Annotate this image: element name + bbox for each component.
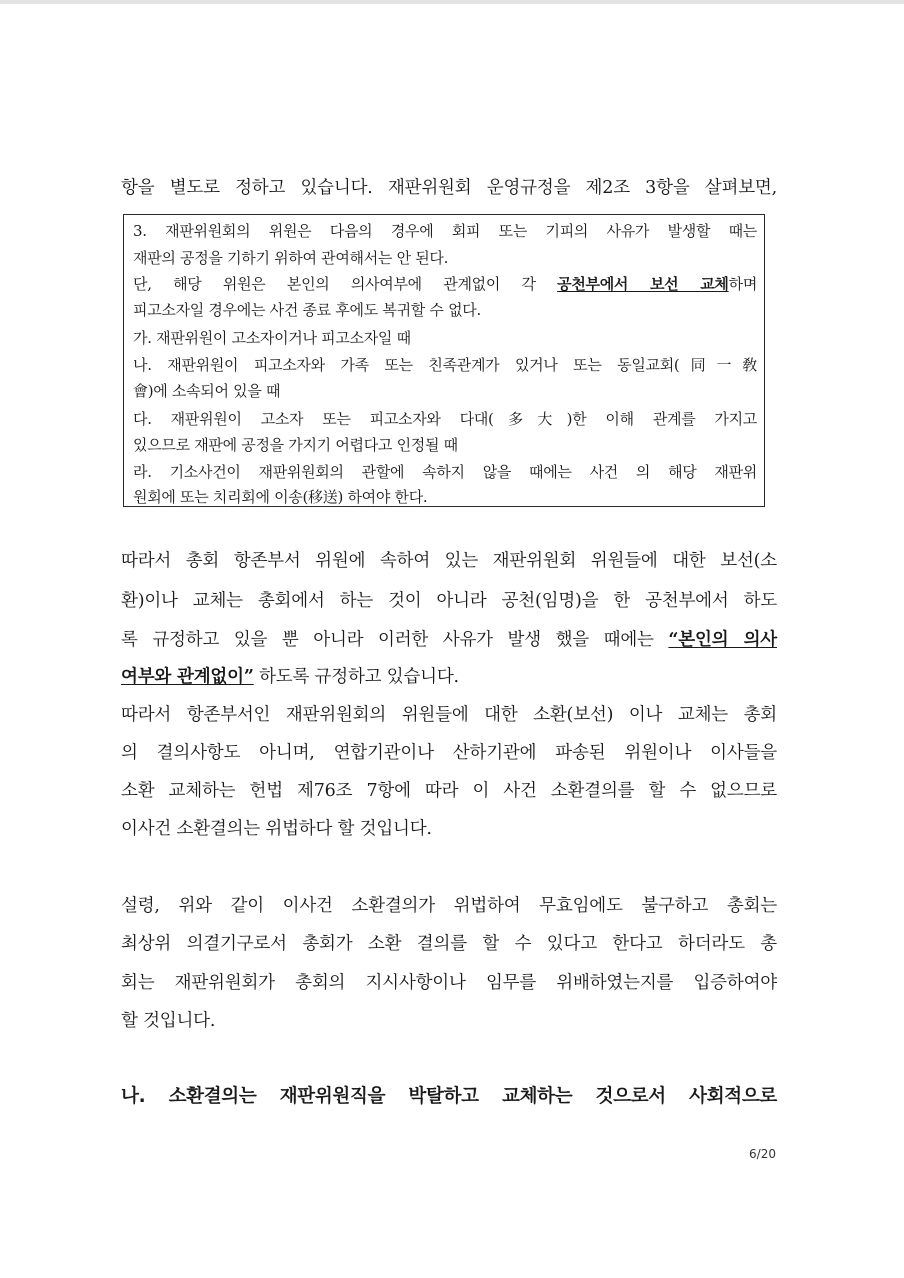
section-heading: 나. 소환결의는 재판위원직을 박탈하고 교체하는 것으로서 사회적으로: [121, 1086, 777, 1107]
para1-emphasis-end: 여부와 관계없이”: [121, 667, 254, 687]
para1-line-3-start: 록 규정하고 있을 뿐 아니라 이러한 사유가 발생 했을 때에는: [121, 630, 669, 650]
para1-line-4: [121, 663, 777, 688]
intro-line: 항을 별도로 정하고 있습니다. 재판위원회 운영규정을 제2조 3항을 살펴보면,: [121, 178, 777, 198]
para3-line-4: 할 것입니다.: [121, 1011, 216, 1031]
quote-line-3-end: 하며: [728, 275, 758, 293]
quote-item-da-2: 있으므로 재판에 공정을 가지기 어렵다고 인정될 때: [133, 436, 458, 454]
para1-line-3: [121, 626, 777, 651]
page-number: 6/20: [749, 1147, 776, 1161]
para2-line-3: 소환 교체하는 헌법 제76조 7항에 따라 이 사건 소환결의를 할 수 없으므로: [121, 781, 777, 801]
quote-item-na-1: 나. 재판위원이 피고소자와 가족 또는 친족관계가 있거나 또는 동일교회(同一敎: [133, 356, 757, 374]
quote-line-4: 피고소자일 경우에는 사건 종료 후에도 복귀할 수 없다.: [133, 301, 481, 319]
para2-line-4: 이사건 소환결의는 위법하다 할 것입니다.: [121, 819, 432, 839]
quote-underlined-phrase: 공천부에서 보선 교체: [557, 275, 729, 293]
para2-line-2: 의 결의사항도 아니며, 연합기관이나 산하기관에 파송된 위원이나 이사들을: [121, 743, 777, 763]
para3-line-3: 회는 재판위원회가 총회의 지시사항이나 임무를 위배하였는지를 입증하여야: [121, 973, 777, 993]
para3-line-1: 설령, 위와 같이 이사건 소환결의가 위법하여 무효임에도 불구하고 총회는: [121, 896, 777, 916]
para2-line-1: 따라서 항존부서인 재판위원회의 위원들에 대한 소환(보선) 이나 교체는 총회: [121, 705, 777, 725]
quote-line-2: 재판의 공정을 기하기 위하여 관여해서는 안 된다.: [133, 249, 449, 267]
quote-item-na-2: 會)에 소속되어 있을 때: [133, 382, 281, 400]
quote-item-ga: 가. 재판위원이 고소자이거나 피고소자일 때: [133, 329, 411, 347]
regulation-quote-box: [123, 214, 765, 507]
para1-line-4-end: 하도록 규정하고 있습니다.: [253, 667, 459, 687]
para1-line-1: 따라서 총회 항존부서 위원에 속하여 있는 재판위원회 위원들에 대한 보선(소: [121, 551, 777, 571]
quote-item-ra-2: 원회에 또는 치리회에 이송(移送) 하여야 한다.: [133, 488, 428, 506]
quote-line-1: 3. 재판위원회의 위원은 다음의 경우에 회피 또는 기피의 사유가 발생할 때는: [133, 222, 757, 240]
quote-line-3-start: 단, 해당 위원은 본인의 의사여부에 관계없이 각: [133, 275, 558, 293]
para1-emphasis-start: “본인의 의사: [668, 630, 777, 650]
para1-line-2: 환)이나 교체는 총회에서 하는 것이 아니라 공천(임명)을 한 공천부에서 하도: [121, 591, 777, 611]
para3-line-2: 최상위 의결기구로서 총회가 소환 결의를 할 수 있다고 한다고 하더라도 총: [121, 934, 777, 954]
quote-item-da-1: 다. 재판위원이 고소자 또는 피고소자와 다대(多大)한 이해 관계를 가지고: [133, 410, 757, 428]
quote-item-ra-1: 라. 기소사건이 재판위원회의 관할에 속하지 않을 때에는 사건 의 해당 재판위: [133, 463, 757, 481]
quote-line-3: [133, 273, 757, 294]
